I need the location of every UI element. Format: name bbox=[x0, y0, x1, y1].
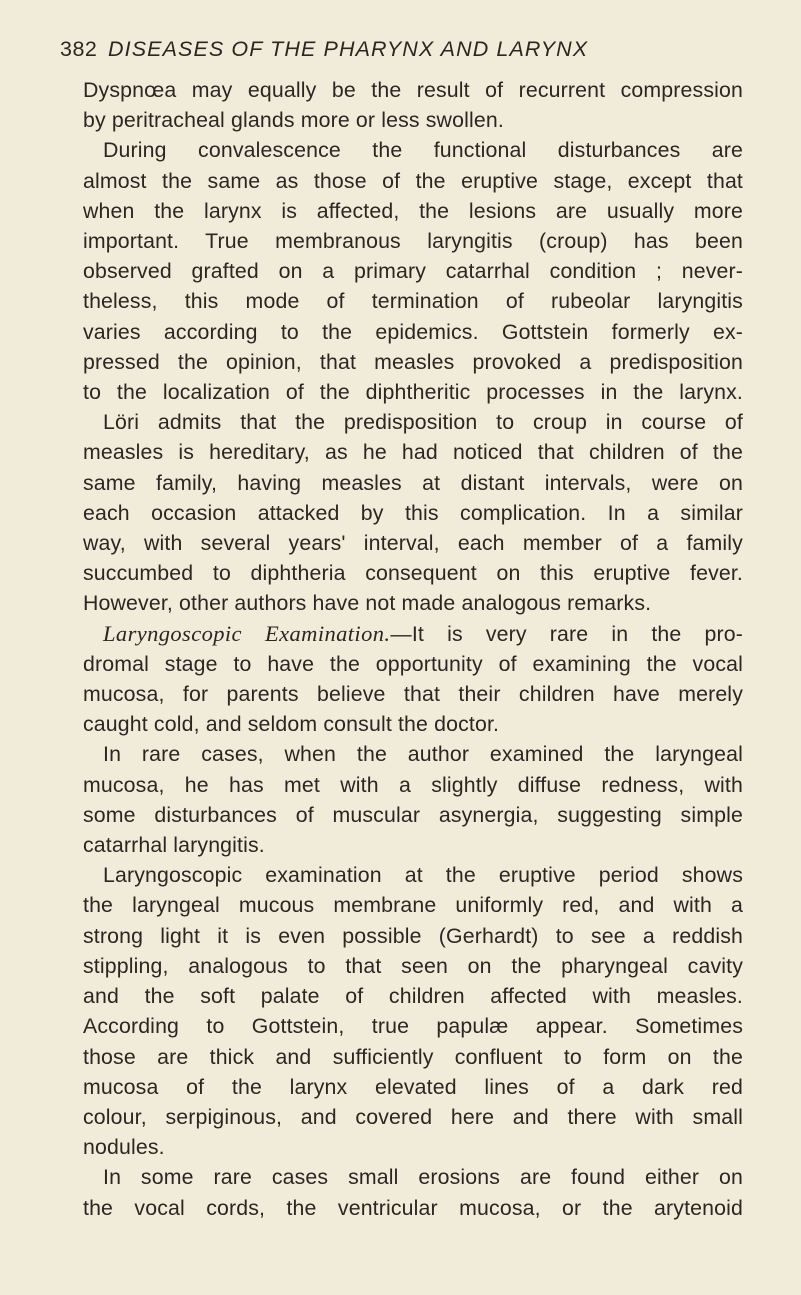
text-line bbox=[83, 437, 743, 467]
line-text: Laryngoscopic examination at the eruptive period shows bbox=[103, 863, 743, 888]
text-line bbox=[83, 1102, 743, 1132]
text-line bbox=[83, 619, 743, 649]
text-line bbox=[83, 679, 743, 709]
section-heading: Laryngoscopic Examination. bbox=[103, 620, 391, 646]
text-line bbox=[83, 196, 743, 226]
line-text: the laryngeal mucous membrane uniformly red, and with a bbox=[83, 893, 743, 918]
text-line bbox=[83, 921, 743, 951]
line-text: mucosa of the larynx elevated lines of a dark red bbox=[83, 1074, 743, 1099]
text-line bbox=[83, 860, 743, 890]
line-text: mucosa, he has met with a slightly diffuse redness, with bbox=[83, 772, 743, 797]
text-line bbox=[83, 1072, 743, 1102]
page-number: 382 bbox=[60, 37, 98, 61]
line-text: During convalescence the functional disturbances are bbox=[103, 138, 743, 163]
text-line bbox=[83, 649, 743, 679]
text-line bbox=[83, 135, 743, 165]
text-line bbox=[83, 1193, 743, 1223]
line-text: varies according to the epidemics. Gottstein formerly ex- bbox=[83, 319, 743, 344]
line-text: each occasion attacked by this complication. In a similar bbox=[83, 500, 743, 525]
line-text: by peritracheal glands more or less swollen. bbox=[83, 108, 504, 133]
text-line bbox=[83, 830, 743, 860]
text-line bbox=[83, 588, 743, 618]
line-text: and the soft palate of children affected with measles. bbox=[83, 984, 743, 1009]
text-line bbox=[83, 558, 743, 588]
text-line bbox=[83, 347, 743, 377]
text-line bbox=[83, 951, 743, 981]
line-text: stippling, analogous to that seen on the pharyngeal cavity bbox=[83, 953, 743, 978]
line-text: Dyspnœa may equally be the result of recurrent compression bbox=[83, 78, 743, 102]
line-text: almost the same as those of the eruptive stage, except that bbox=[83, 168, 743, 193]
running-title: DISEASES OF THE PHARYNX AND LARYNX bbox=[108, 37, 589, 61]
line-text: According to Gottstein, true papulæ appear. Sometimes bbox=[83, 1014, 743, 1039]
line-text: those are thick and sufficiently confluent to form on the bbox=[83, 1044, 743, 1069]
text-line bbox=[83, 1132, 743, 1162]
line-text: In some rare cases small erosions are found either on bbox=[103, 1165, 743, 1190]
line-text: same family, having measles at distant intervals, were on bbox=[83, 470, 743, 495]
text-line bbox=[83, 1042, 743, 1072]
text-line bbox=[83, 317, 743, 347]
text-line bbox=[83, 407, 743, 437]
text-line bbox=[83, 498, 743, 528]
text-line bbox=[83, 75, 743, 105]
line-text: mucosa, for parents believe that their children have merely bbox=[83, 682, 743, 707]
text-line bbox=[83, 166, 743, 196]
line-text: important. True membranous laryngitis (croup) has been bbox=[83, 229, 743, 254]
line-text: catarrhal laryngitis. bbox=[83, 833, 265, 858]
text-line bbox=[83, 377, 743, 407]
line-text: dromal stage to have the opportunity of examining the vocal bbox=[83, 651, 743, 676]
text-line bbox=[83, 105, 743, 135]
text-line bbox=[83, 528, 743, 558]
text-line bbox=[83, 739, 743, 769]
line-text: when the larynx is affected, the lesions are usually more bbox=[83, 198, 743, 223]
line-text: In rare cases, when the author examined the laryngeal bbox=[103, 742, 743, 767]
running-head bbox=[60, 34, 760, 64]
body-text bbox=[83, 75, 743, 1223]
line-text: nodules. bbox=[83, 1135, 165, 1160]
text-line bbox=[83, 1162, 743, 1192]
text-line bbox=[83, 1011, 743, 1041]
line-text: succumbed to diphtheria consequent on this eruptive fever. bbox=[83, 561, 743, 586]
text-line bbox=[83, 770, 743, 800]
line-text: caught cold, and seldom consult the doctor. bbox=[83, 712, 500, 737]
line-text: pressed the opinion, that measles provoked a predisposition bbox=[83, 349, 743, 374]
text-line bbox=[83, 286, 743, 316]
line-text: strong light it is even possible (Gerhardt) to see a reddish bbox=[83, 923, 743, 948]
text-line bbox=[83, 981, 743, 1011]
line-text: Löri admits that the predisposition to croup in course of bbox=[103, 410, 743, 435]
line-text: the vocal cords, the ventricular mucosa, or the arytenoid bbox=[83, 1195, 743, 1220]
text-line bbox=[83, 800, 743, 830]
line-text: way, with several years' interval, each member of a family bbox=[83, 531, 743, 556]
text-line bbox=[83, 709, 743, 739]
line-text: some disturbances of muscular asynergia, suggesting simple bbox=[83, 802, 743, 827]
text-line bbox=[83, 256, 743, 286]
text-line bbox=[83, 226, 743, 256]
line-text: However, other authors have not made analogous remarks. bbox=[83, 591, 652, 616]
line-text: observed grafted on a primary catarrhal condition ; never- bbox=[83, 259, 743, 284]
line-text: colour, serpiginous, and covered here and there with small bbox=[83, 1104, 743, 1129]
line-text: measles is hereditary, as he had noticed that children of the bbox=[83, 440, 743, 465]
text-line bbox=[83, 890, 743, 920]
line-text: to the localization of the diphtheritic processes in the larynx. bbox=[83, 380, 743, 405]
line-text: —It is very rare in the pro- bbox=[390, 621, 743, 646]
text-line bbox=[83, 468, 743, 498]
line-text: theless, this mode of termination of rubeolar laryngitis bbox=[83, 289, 743, 314]
